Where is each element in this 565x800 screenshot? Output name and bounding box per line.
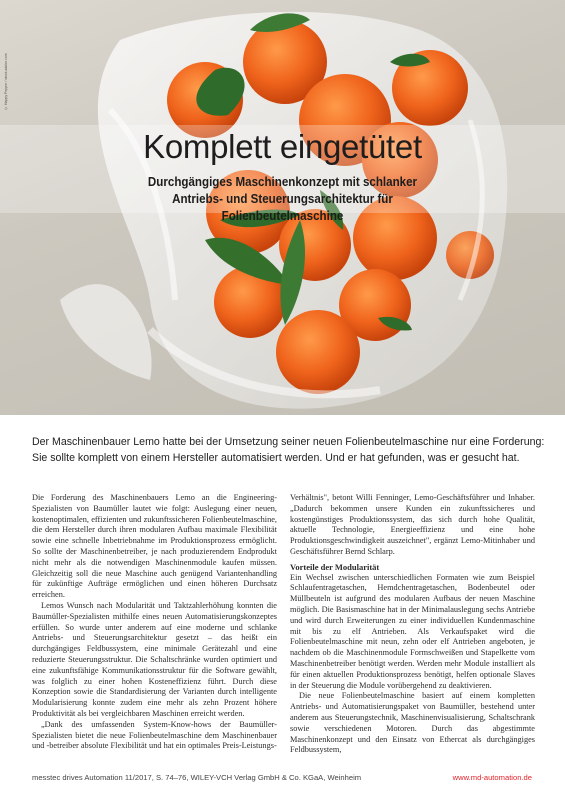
article-lead [32, 434, 545, 466]
paragraph: Lemos Wunsch nach Modularität und Taktzahlerhöhung konnten die Baumüller-Spezialisten mithilfe eines neuen Automatisierungskonzeptes erfüllen. So wurde unter anderem auf eine moderne und schlanke Antriebs- und Steuerungsarchitektur gesetzt – das heißt ein durchgängiges Feldbussystem, eine minimale Gerätezahl und eine reduzierte Steuerungsstruktur. Die Schaltschränke wurden optimiert und eine zukunftsfähige Kommunikationsstruktur für die Software gewählt, was folglich zu einer hohen Kosteneffizienz führt. Durch diese Konzeption sowie die Standardisierung der Varianten durch intelligente Modularisierung konnte zudem eine mehr als zehn Prozent höhere Produktivität als bei vergleichbaren Maschinen erreicht werden. [32, 600, 277, 718]
paragraph: Die Forderung des Maschinenbauers Lemo an die Engineering-Spezialisten von Baumüller lautet wie folgt: Auslegung einer neuen, kostenoptimalen, effizienten und zukunftssicheren Folienbeutelmaschine, die dem Hersteller durch ihren modularen Aufbau maximale Flexibilität sowie eine schnelle Inbetriebnahme im Produktionsprozess ermöglicht. So sollte der Maschinenbetreiber, je nach produzierendem Endprodukt nicht mehr als die notwendigen Maschinenmodule kaufen müssen. Gleichzeitig soll die neue Maschine auch genügend Variantenhandling für zukünftige Aufträge ermöglichen und einen höheren Durchsatz erreichen. [32, 493, 277, 600]
article-subtitle: Durchgängiges Maschinenkonzept mit schlanker Antriebs- und Steuerungsarchitektur für Folienbeutelmaschine [147, 175, 418, 223]
footer-url-link[interactable]: www.md-automation.de [452, 773, 532, 782]
body-column-left [32, 493, 277, 752]
paragraph: „Dank des umfassenden System-Know-hows der Baumüller-Spezialisten bietet die neue Folienbeutelmaschine dem Maschinenbauer und -betreiber absolute Flexibilität und hat ein optimales Preis-Leistungs- [32, 719, 277, 751]
paragraph: Die neue Folienbeutelmaschine basiert auf einem kompletten Antriebs- und Automatisierungspaket von Baumüller, bestehend unter anderem aus Steuerungstechnik, Maschinenvisualisierung, Schaltschrank sowie verschiedenen Motoren. Durch das abgestimmte Maschinenkonzept und den Einsatz von Ethercat als durchgängiges Feldbussystem, [290, 691, 535, 755]
lead-line: Sie sollte komplett von einem Hersteller automatisiert werden. Und er hat gefunden, was er gesucht hat. [32, 452, 520, 464]
paragraph: Verhältnis", betont Willi Fenninger, Lemo-Geschäftsführer und Inhaber. „Dadurch bekommen unsere Kunden ein zukunftssicheres und kostengünstiges Produktionssystem, das sich durch hohe Qualität, aktuelle Technologie, Energieeffizienz und eine hohe Produktionsgeschwindigkeit auszeichnet", ergänzt Lemo-Mitinhaber und Geschäftsführer Bernd Schlarp. [290, 493, 535, 556]
lead-line: Der Maschinenbauer Lemo hatte bei der Umsetzung seiner neuen Folienbeutelmaschine nur eine Forderung: [32, 436, 545, 448]
article-title: Komplett eingetütet [143, 128, 422, 165]
body-column-right [290, 493, 535, 756]
paragraph: Ein Wechsel zwischen unterschiedlichen Formaten wie zum Beispiel Schlaufentragetaschen, Hemdchentragetaschen, Bodenbeutel oder Müllbeuteln ist aufgrund des modularen Aufbaus der neuen Maschine möglich. Die Basismaschine hat in der Minimalauslegung sechs Antriebe und wird durch Erweiterungen zu einer individuellen Kundenmaschine mit bis zu elf Antrieben. Als Verkaufspaket wird die Folienbeutelmaschine mit neun, zehn oder elf Antrieben angeboten, je nachdem ob die Maschinenmodule Formschweißen und Stapelkette vom Maschinenbetreiber benötigt werden. Werden mehr Module installiert als für einen aktuellen Produktionsprozess benötigt, helfen optionale Slaves in der Steuerung die Module vorübergehend zu deaktivieren. [290, 572, 535, 690]
footer-source: messtec drives Automation 11/2017, S. 74–76, WILEY-VCH Verlag GmbH & Co. KGaA, Weinheim [32, 773, 362, 782]
section-heading: Vorteile der Modularität [290, 561, 380, 572]
photo-credit: © Happy Pepper / stock.adobe.com [4, 53, 8, 110]
